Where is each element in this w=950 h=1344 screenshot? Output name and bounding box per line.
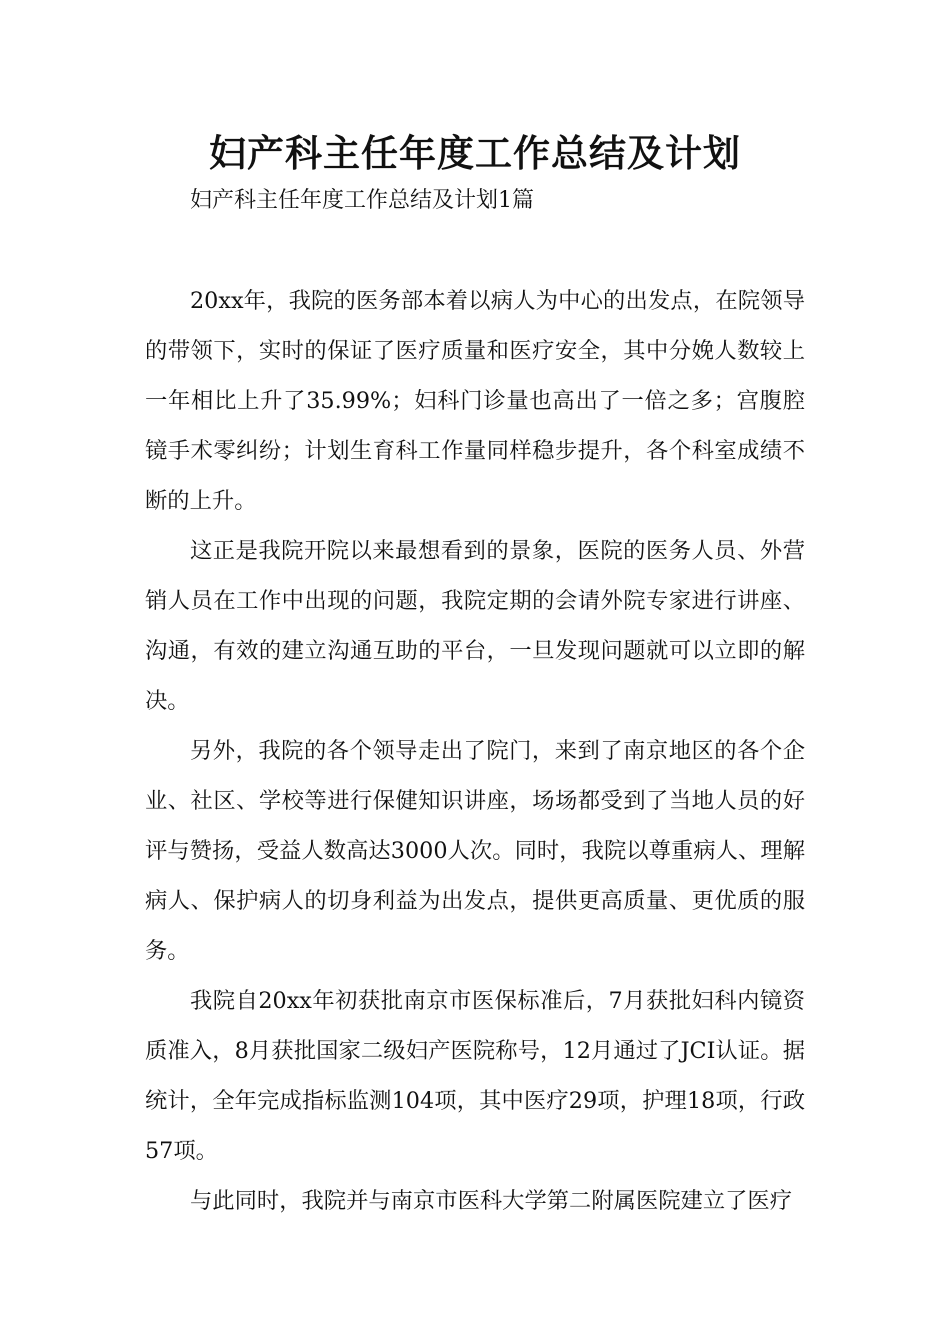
paragraph-2: 这正是我院开院以来最想看到的景象，医院的医务人员、外营销人员在工作中出现的问题，我院定期的会请外院专家进行讲座、沟通，有效的建立沟通互助的平台，一旦发现问题就可以立即的解决。 (145, 538, 805, 714)
paragraph-1: 20xx年，我院的医务部本着以病人为中心的出发点，在院领导的带领下，实时的保证了医疗质量和医疗安全，其中分娩人数较上一年相比上升了35.99%；妇科门诊量也高出了一倍之多；宫腹腔镜手术零纠纷；计划生育科工作量同样稳步提升，各个科室成绩不断的上升。 (145, 288, 805, 514)
paragraph-4: 我院自20xx年初获批南京市医保标准后，7月获批妇科内镜资质准入，8月获批国家二级妇产医院称号，12月通过了JCI认证。据统计，全年完成指标监测104项，其中医疗29项，护理18项，行政57项。 (145, 988, 805, 1164)
document-subtitle: 妇产科主任年度工作总结及计划1篇 (190, 188, 534, 213)
paragraph-3: 另外，我院的各个领导走出了院门，来到了南京地区的各个企业、社区、学校等进行保健知识讲座，场场都受到了当地人员的好评与赞扬，受益人数高达3000人次。同时，我院以尊重病人、理解病人、保护病人的切身利益为出发点，提供更高质量、更优质的服务。 (145, 738, 805, 964)
document-body (145, 276, 805, 1226)
paragraph-5: 与此同时，我院并与南京市医科大学第二附属医院建立了医疗 (190, 1188, 793, 1214)
document-title: 妇产科主任年度工作总结及计划 (209, 131, 741, 175)
